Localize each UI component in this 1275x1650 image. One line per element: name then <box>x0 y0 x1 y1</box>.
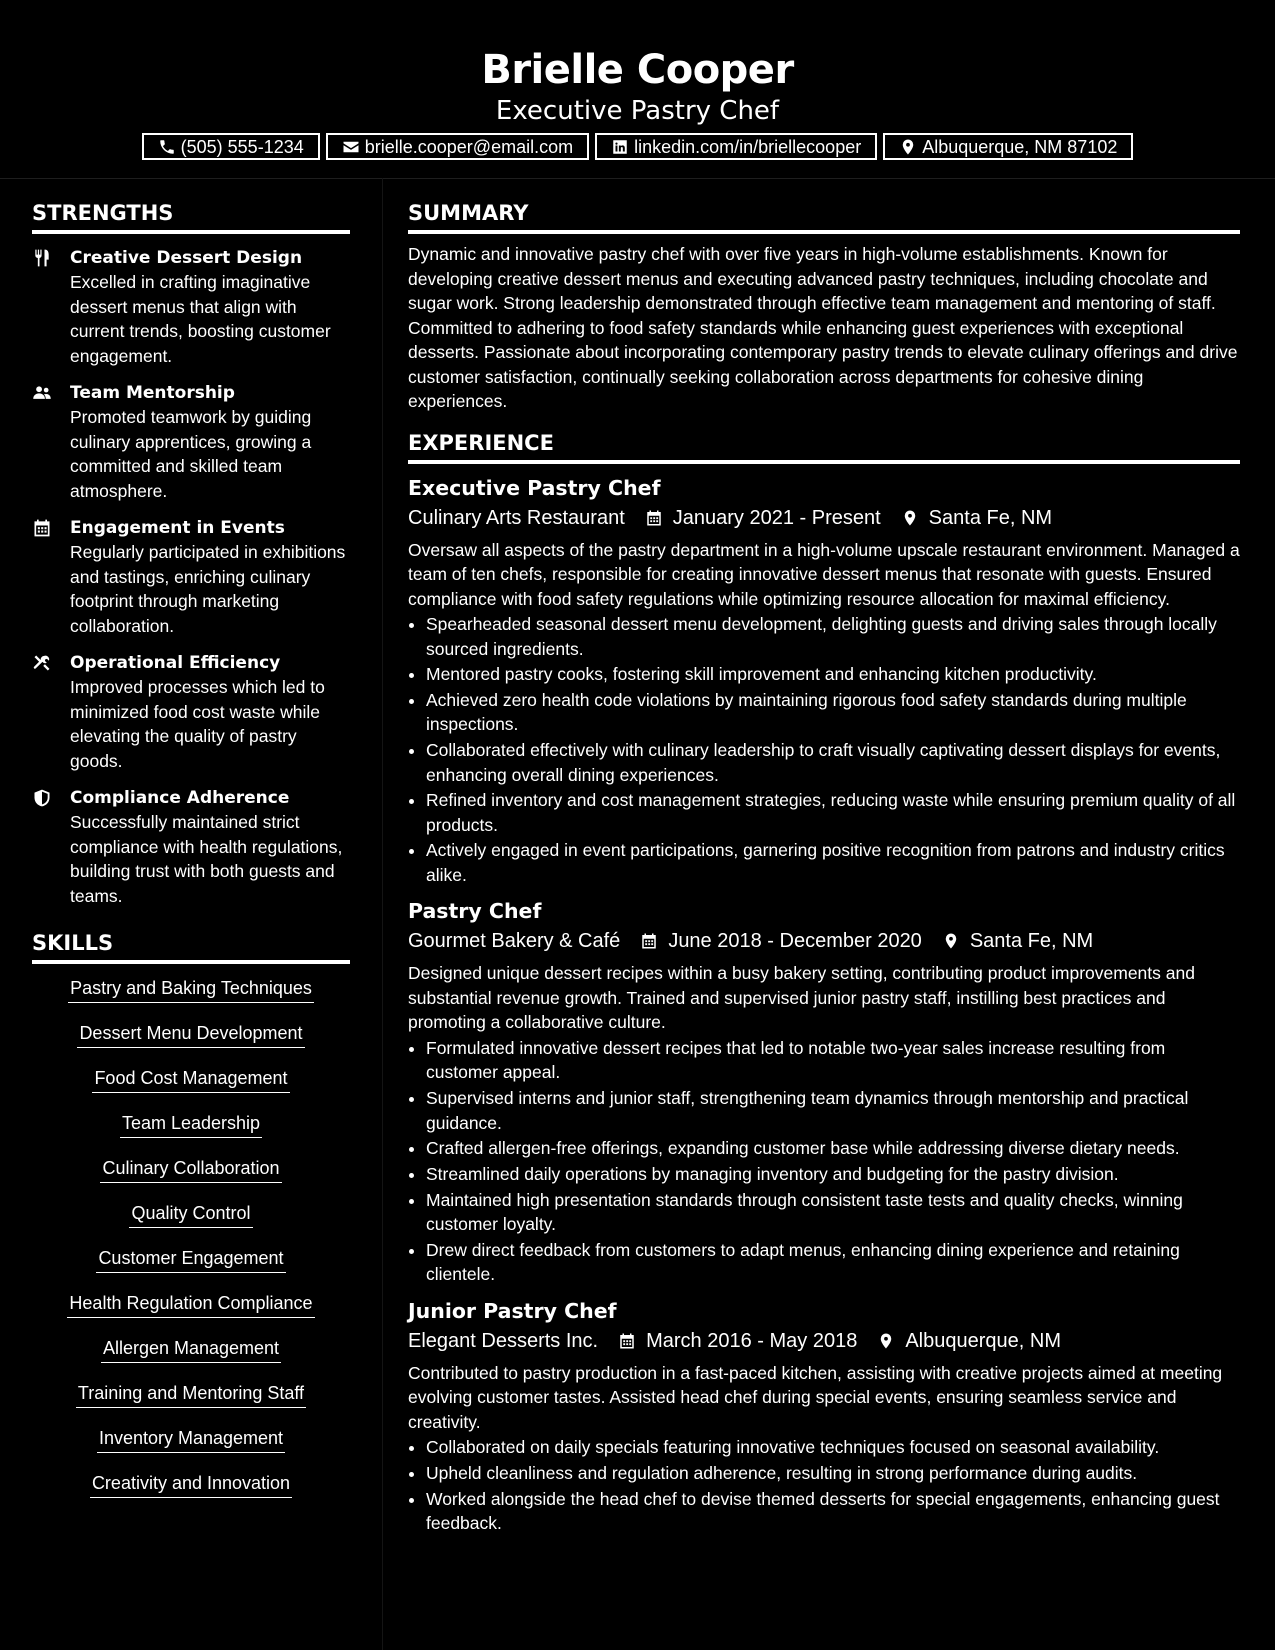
skill-item <box>32 1426 350 1471</box>
job-company: Elegant Desserts Inc. <box>408 1329 599 1352</box>
job-dates: March 2016 - May 2018 <box>646 1329 858 1352</box>
bullet-item: • Spearheaded seasonal dessert menu development, delighting guests and driving sales through locally sourced ingredients. <box>426 612 1240 661</box>
bullet-item: • Achieved zero health code violations by maintaining rigorous food safety standards during multiple inspections. <box>426 688 1240 737</box>
skill-item <box>32 976 350 1021</box>
skill-label: Creativity and Innovation <box>90 1471 292 1498</box>
contact-bar <box>0 133 1275 160</box>
job-company: Gourmet Bakery & Café <box>408 930 621 953</box>
strength-title: Compliance Adherence <box>70 788 290 808</box>
strength-title: Creative Dessert Design <box>70 248 303 268</box>
skill-item <box>32 1066 350 1111</box>
strength-item <box>32 516 350 638</box>
job-title: Pastry Chef <box>408 899 542 924</box>
skill-label: Inventory Management <box>97 1426 285 1453</box>
strength-title: Team Mentorship <box>70 383 235 403</box>
experience-heading: EXPERIENCE <box>408 430 1240 464</box>
calendar-icon <box>645 509 663 527</box>
summary-text: Dynamic and innovative pastry chef with over five years in high-volume establishments. Known for developing creative dessert menus and executing advanced pastry techniques, including chocolate and sugar work. Strong leadership demonstrated through effective team management and mentoring of staff. Committed to adhering to food safety standards while enhancing guest experiences with exceptional desserts. Passionate about incorporating contemporary pastry trends to elevate culinary offerings and drive customer satisfaction, continually seeking collaboration across departments for cohesive dining experiences. <box>408 244 1238 411</box>
skill-item <box>32 1381 350 1426</box>
map-pin-icon <box>942 932 960 950</box>
bullet-item: • Drew direct feedback from customers to adapt menus, enhancing dining experience and retaining clientele. <box>426 1238 1240 1287</box>
map-pin-icon <box>877 1332 895 1350</box>
contact-location[interactable] <box>883 133 1133 160</box>
skill-label: Culinary Collaboration <box>100 1156 281 1183</box>
strength-title: Operational Efficiency <box>70 653 281 673</box>
envelope-icon <box>342 138 360 156</box>
skill-item <box>32 1021 350 1066</box>
strength-description: Successfully maintained strict compliance with health regulations, building trust with both guests and teams. <box>70 812 343 906</box>
skill-label: Training and Mentoring Staff <box>76 1381 306 1408</box>
skill-label: Quality Control <box>129 1201 252 1228</box>
strength-item <box>32 651 350 773</box>
skill-item <box>32 1156 350 1201</box>
left-column <box>32 178 350 1516</box>
strengths-heading: STRENGTHS <box>32 200 350 234</box>
calendar-icon <box>618 1332 636 1350</box>
job-meta <box>408 1326 1240 1356</box>
utensils-icon <box>32 248 52 268</box>
job-entry <box>408 474 1240 888</box>
strength-description: Excelled in crafting imaginative dessert menus that align with current trends, boosting customer engagement. <box>70 272 331 366</box>
candidate-name: Brielle Cooper <box>481 47 794 93</box>
job-title: Junior Pastry Chef <box>408 1298 617 1323</box>
skill-item <box>32 1246 350 1291</box>
map-pin-icon <box>899 138 917 156</box>
skill-label: Dessert Menu Development <box>77 1021 304 1048</box>
strength-item <box>32 786 350 908</box>
skill-label: Food Cost Management <box>92 1066 289 1093</box>
column-divider <box>382 178 383 1650</box>
skill-label: Team Leadership <box>120 1111 262 1138</box>
skill-label: Pastry and Baking Techniques <box>68 976 314 1003</box>
job-entry <box>408 897 1240 1286</box>
job-location: Santa Fe, NM <box>928 506 1053 529</box>
skill-label: Allergen Management <box>101 1336 281 1363</box>
map-pin-icon <box>901 509 919 527</box>
bullet-item: • Maintained high presentation standards through consistent taste tests and quality checks, winning customer loyalty. <box>426 1188 1240 1237</box>
contact-email-text: brielle.cooper@email.com <box>364 136 574 157</box>
job-dates: January 2021 - Present <box>672 506 881 529</box>
skill-item <box>32 1111 350 1156</box>
bullet-item: • Worked alongside the head chef to devise themed desserts for special engagements, enhancing guest feedback. <box>426 1487 1240 1536</box>
job-bullets <box>408 612 1240 887</box>
shield-icon <box>32 788 52 808</box>
contact-phone-text: (505) 555-1234 <box>180 136 304 157</box>
contact-email[interactable] <box>326 133 589 160</box>
job-meta <box>408 503 1240 533</box>
contact-location-text: Albuquerque, NM 87102 <box>922 136 1118 157</box>
skills-list <box>32 976 350 1516</box>
job-dates: June 2018 - December 2020 <box>668 930 922 953</box>
strength-description: Regularly participated in exhibitions and tastings, enriching culinary footprint through marketing collaboration. <box>70 542 346 636</box>
job-bullets <box>408 1036 1240 1287</box>
strength-title: Engagement in Events <box>70 518 285 538</box>
job-meta <box>408 926 1240 956</box>
bullet-item: • Actively engaged in event participations, garnering positive recognition from patrons and industry critics alike. <box>426 838 1240 887</box>
strength-item <box>32 246 350 368</box>
strength-description: Promoted teamwork by guiding culinary apprentices, growing a committed and skilled team atmosphere. <box>70 407 312 501</box>
calendar-icon <box>640 932 658 950</box>
strength-description: Improved processes which led to minimized food cost waste while elevating the quality of pastry goods. <box>70 677 325 771</box>
contact-linkedin[interactable] <box>595 133 877 160</box>
bullet-item: • Collaborated effectively with culinary leadership to craft visually captivating dessert displays for events, enhancing overall dining experiences. <box>426 738 1240 787</box>
bullet-item: • Formulated innovative dessert recipes that led to notable two-year sales increase resulting from customer appeal. <box>426 1036 1240 1085</box>
skill-item <box>32 1291 350 1336</box>
contact-linkedin-text: linkedin.com/in/briellecooper <box>634 136 862 157</box>
skill-item <box>32 1471 350 1516</box>
job-bullets <box>408 1435 1240 1535</box>
bullet-item: • Refined inventory and cost management strategies, reducing waste while ensuring premium quality of all products. <box>426 788 1240 837</box>
candidate-title: Executive Pastry Chef <box>495 96 780 126</box>
summary-heading: SUMMARY <box>408 200 1240 234</box>
skill-label: Health Regulation Compliance <box>67 1291 314 1318</box>
tools-icon <box>32 653 52 673</box>
users-icon <box>32 383 52 403</box>
right-column <box>408 178 1240 1537</box>
contact-phone[interactable] <box>142 133 320 160</box>
job-description: Contributed to pastry production in a fast-paced kitchen, assisting with creative projects aimed at meeting evolving customer tastes. Assisted head chef during special events, ensuring seamless service and creativity. <box>408 1362 1223 1432</box>
skill-label: Customer Engagement <box>96 1246 285 1273</box>
skills-heading: SKILLS <box>32 930 350 964</box>
linkedin-icon <box>611 138 629 156</box>
phone-icon <box>158 138 176 156</box>
job-description: Oversaw all aspects of the pastry department in a high-volume upscale restaurant environment. Managed a team of ten chefs, responsible for creating innovative dessert menus that resonate with guests. Ensured compliance with food safety regulations while optimizing resource allocation for maximal efficiency. <box>408 539 1240 609</box>
bullet-item: • Crafted allergen-free offerings, expanding customer base while addressing diverse dietary needs. <box>426 1136 1240 1161</box>
bullet-item: • Upheld cleanliness and regulation adherence, resulting in strong performance during audits. <box>426 1461 1240 1486</box>
job-company: Culinary Arts Restaurant <box>408 506 625 529</box>
skill-item <box>32 1201 350 1246</box>
bullet-item: • Supervised interns and junior staff, strengthening team dynamics through mentorship and practical guidance. <box>426 1086 1240 1135</box>
job-title: Executive Pastry Chef <box>408 475 661 500</box>
job-description: Designed unique dessert recipes within a busy bakery setting, contributing product improvements and substantial revenue growth. Trained and supervised junior pastry staff, instilling best practices and promoting a collaborative culture. <box>408 963 1195 1033</box>
skill-item <box>32 1336 350 1381</box>
job-location: Albuquerque, NM <box>905 1329 1061 1352</box>
bullet-item: • Streamlined daily operations by managing inventory and budgeting for the pastry division. <box>426 1162 1240 1187</box>
job-location: Santa Fe, NM <box>969 930 1094 953</box>
strength-item <box>32 381 350 503</box>
job-entry <box>408 1297 1240 1536</box>
bullet-item: • Mentored pastry cooks, fostering skill improvement and enhancing kitchen productivity. <box>426 662 1240 687</box>
resume-header <box>0 0 1275 179</box>
bullet-item: • Collaborated on daily specials featuring innovative techniques focused on seasonal availability. <box>426 1435 1240 1460</box>
calendar-icon <box>32 518 52 538</box>
